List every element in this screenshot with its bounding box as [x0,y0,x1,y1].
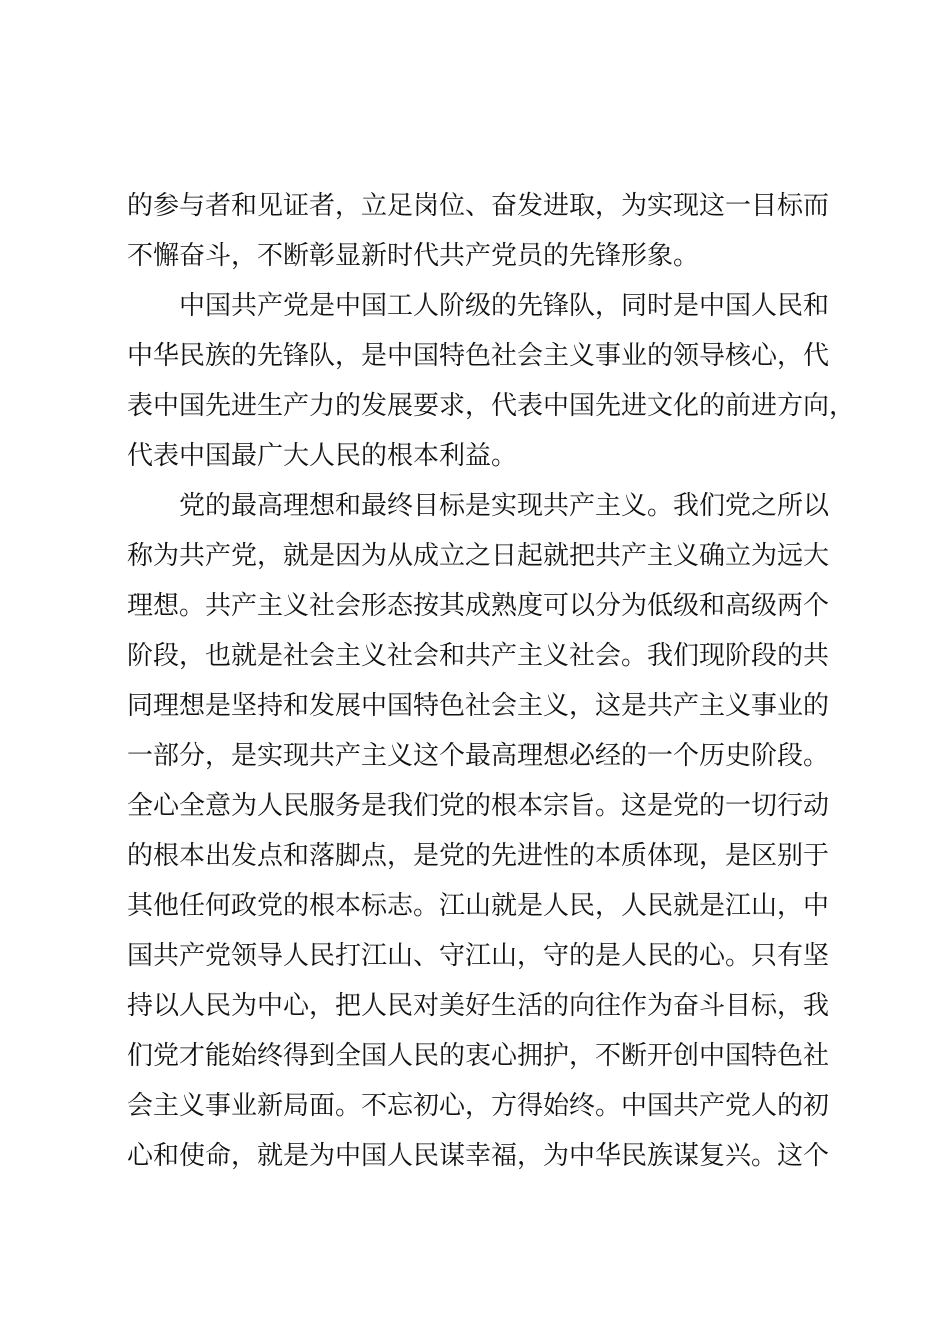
text-line: 一部分，是实现共产主义这个最高理想必经的一个历史阶段。 [127,741,830,771]
text-line: 心和使命，就是为中国人民谋幸福，为中华民族谋复兴。这个 [127,1141,830,1171]
text-line: 们党才能始终得到全国人民的衷心拥护，不断开创中国特色社 [127,1041,830,1071]
text-line: 中国共产党是中国工人阶级的先锋队，同时是中国人民和 [179,291,830,321]
text-line: 代表中国最广大人民的根本利益。 [127,441,518,471]
text-line: 党的最高理想和最终目标是实现共产主义。我们党之所以 [179,491,830,521]
text-line: 会主义事业新局面。不忘初心，方得始终。中国共产党人的初 [127,1091,830,1121]
text-line: 中华民族的先锋队，是中国特色社会主义事业的领导核心，代 [127,341,830,371]
text-line: 称为共产党，就是因为从成立之日起就把共产主义确立为远大 [127,541,830,571]
text-line: 理想。共产主义社会形态按其成熟度可以分为低级和高级两个 [127,591,830,621]
body-text [127,186,856,1186]
text-line: 持以人民为中心，把人民对美好生活的向往作为奋斗目标，我 [127,991,830,1021]
text-line: 同理想是坚持和发展中国特色社会主义，这是共产主义事业的 [127,691,830,721]
text-line: 不懈奋斗，不断彰显新时代共产党员的先锋形象。 [127,241,700,271]
text-line: 其他任何政党的根本标志。江山就是人民，人民就是江山，中 [127,891,830,921]
text-line: 国共产党领导人民打江山、守江山，守的是人民的心。只有坚 [127,941,830,971]
text-line: 的根本出发点和落脚点，是党的先进性的本质体现，是区别于 [127,841,830,871]
text-line: 的参与者和见证者，立足岗位、奋发进取，为实现这一目标而 [127,191,830,221]
text-line: 表中国先进生产力的发展要求，代表中国先进文化的前进方向， [127,391,856,421]
text-line: 全心全意为人民服务是我们党的根本宗旨。这是党的一切行动 [127,791,830,821]
text-line: 阶段，也就是社会主义社会和共产主义社会。我们现阶段的共 [127,641,830,671]
